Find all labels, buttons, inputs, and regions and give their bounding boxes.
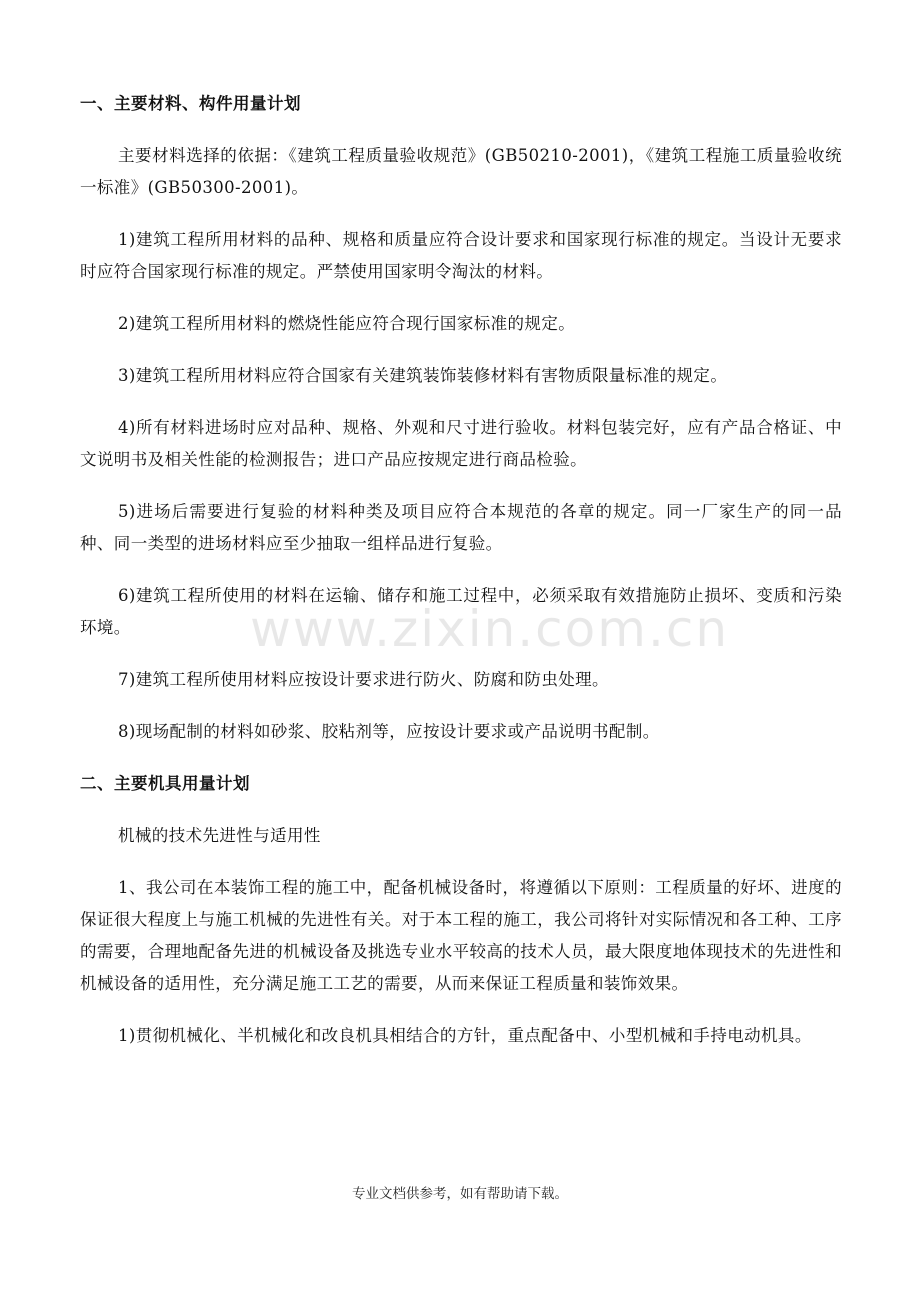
section-heading: 二、主要机具用量计划 (80, 774, 250, 793)
paragraph: 8)现场配制的材料如砂浆、胶粘剂等，应按设计要求或产品说明书配制。 (118, 722, 660, 741)
paragraph: 2)建筑工程所用材料的燃烧性能应符合现行国家标准的规定。 (118, 314, 576, 333)
paragraph: 5)进场后需要进行复验的材料种类及项目应符合本规范的各章的规定。同一厂家生产的同一品种、同一类型的进场材料应至少抽取一组样品进行复验。 (80, 502, 842, 553)
section-materials (80, 88, 842, 748)
watermark: www.zixin.com.cn (250, 600, 730, 658)
paragraph: 机械的技术先进性与适用性 (118, 826, 321, 845)
paragraph: 1)贯彻机械化、半机械化和改良机具相结合的方针，重点配备中、小型机械和手持电动机具。 (118, 1026, 812, 1045)
section-machinery (80, 768, 842, 1052)
paragraph: 4)所有材料进场时应对品种、规格、外观和尺寸进行验收。材料包装完好，应有产品合格证、中文说明书及相关性能的检测报告；进口产品应按规定进行商品检验。 (80, 418, 842, 469)
section-heading: 一、主要材料、构件用量计划 (80, 94, 301, 113)
page-footer: 专业文档供参考，如有帮助请下载。 (352, 1186, 568, 1202)
paragraph: 主要材料选择的依据：《建筑工程质量验收规范》(GB50210-2001)，《建筑工程施工质量验收统一标准》(GB50300-2001)。 (80, 146, 842, 197)
paragraph: 1)建筑工程所用材料的品种、规格和质量应符合设计要求和国家现行标准的规定。当设计无要求时应符合国家现行标准的规定。严禁使用国家明令淘汰的材料。 (80, 230, 842, 281)
paragraph: 7)建筑工程所使用材料应按设计要求进行防火、防腐和防虫处理。 (118, 670, 609, 689)
paragraph: 1、我公司在本装饰工程的施工中，配备机械设备时，将遵循以下原则：工程质量的好坏、进度的保证很大程度上与施工机械的先进性有关。对于本工程的施工，我公司将针对实际情况和各工种、工序的需要，合理地配备先进的机械设备及挑选专业水平较高的技术人员，最大限度地体现技术的先进性和机械设备的适用性，充分满足施工工艺的需要，从而来保证工程质量和装饰效果。 (80, 878, 842, 993)
paragraph: 3)建筑工程所用材料应符合国家有关建筑装饰装修材料有害物质限量标准的规定。 (118, 366, 728, 385)
document-body (80, 88, 842, 1072)
paragraph: 6)建筑工程所使用的材料在运输、储存和施工过程中，必须采取有效措施防止损坏、变质和污染环境。 (80, 586, 842, 637)
